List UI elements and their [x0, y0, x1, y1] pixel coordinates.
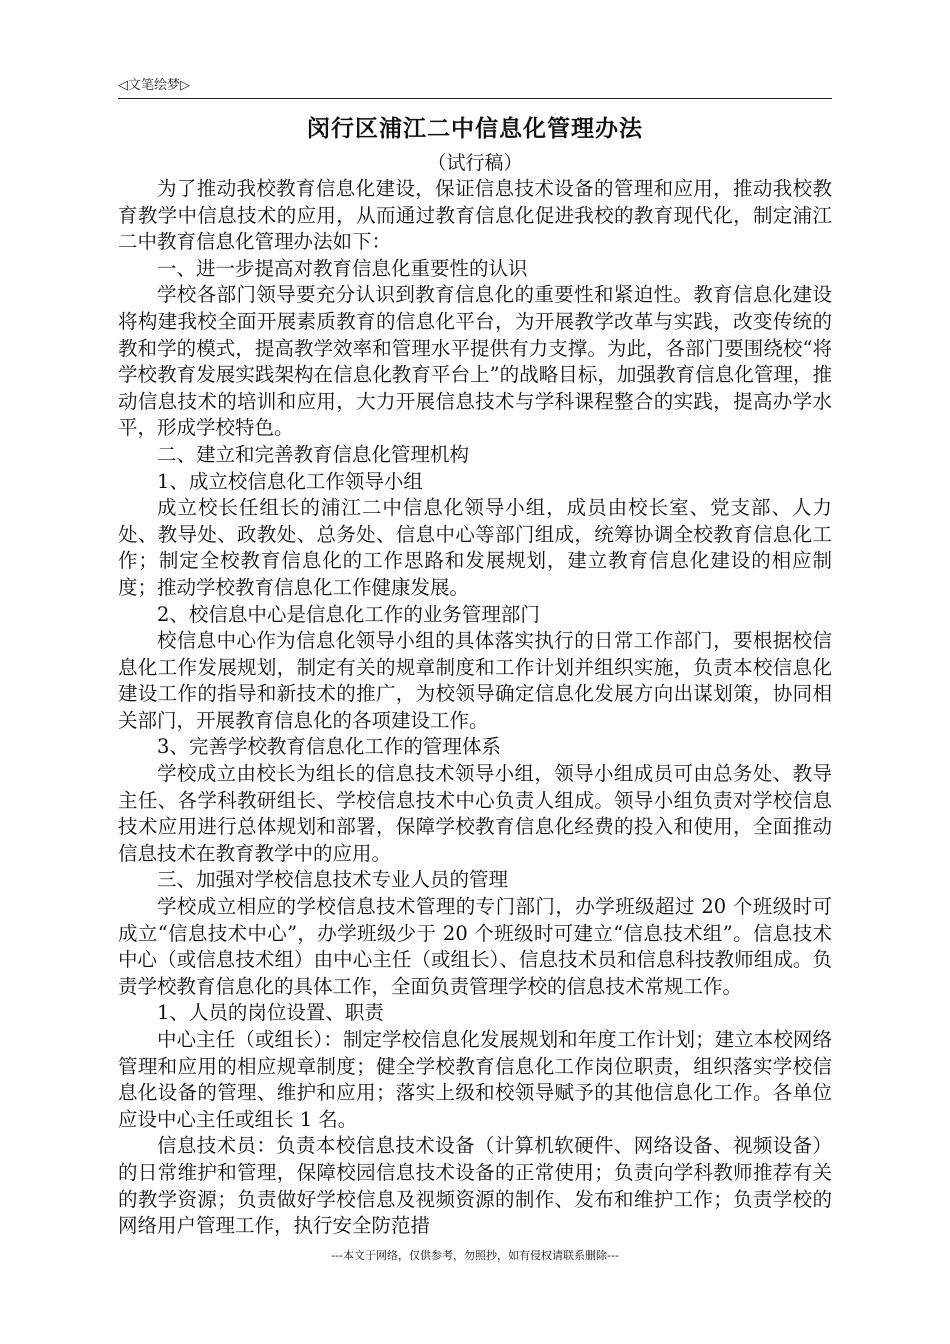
paragraph: 学校各部门领导要充分认识到教育信息化的重要性和紧迫性。教育信息化建设将构建我校全面开展素质教育的信息化平台，为开展教学改革与实践，改变传统的教和学的模式，提高教学效率和管理水平提供有力支撑。为此，各部门要围绕校“将学校教育发展实践架构在信息化教育平台上”的战略目标，加强教育信息化管理，推动信息技术的培训和应用，大力开展信息技术与学科课程整合的实践，提高办学水平，形成学校特色。	[118, 283, 832, 440]
subsection-heading: 2、校信息中心是信息化工作的业务管理部门	[157, 602, 540, 626]
document-body	[118, 176, 832, 1240]
header-label: ◁文笔绘梦▷	[118, 78, 190, 93]
section-heading-1: 一、进一步提高对教育信息化重要性的认识	[157, 256, 528, 280]
subsection-heading: 1、成立校信息化工作领导小组	[157, 469, 423, 493]
paragraph: 成立校长任组长的浦江二中信息化领导小组，成员由校长室、党支部、人力处、教导处、政教处、总务处、信息中心等部门组成，统筹协调全校教育信息化工作；制定全校教育信息化的工作思路和发展规划，建立教育信息化建设的相应制度；推动学校教育信息化工作健康发展。	[118, 496, 832, 599]
paragraph: 学校成立相应的学校信息技术管理的专门部门，办学班级超过 20 个班级时可成立“信息技术中心”，办学班级少于 20 个班级时可建立“信息技术组”。信息技术中心（或信息技术组）由中心主任（或组长）、信息技术员和信息科技教师组成。负责学校教育信息化的具体工作，全面负责管理学校的信息技术常规工作。	[118, 895, 832, 998]
paragraph: 校信息中心作为信息化领导小组的具体落实执行的日常工作部门，要根据校信息化工作发展规划，制定有关的规章制度和工作计划并组织实施，负责本校信息化建设工作的指导和新技术的推广，为校领导确定信息化发展方向出谋划策，协同相关部门，开展教育信息化的各项建设工作。	[118, 629, 832, 732]
document-subtitle: （试行稿）	[427, 152, 523, 174]
section-heading-3: 三、加强对学校信息技术专业人员的管理	[157, 868, 509, 892]
document-title: 闵行区浦江二中信息化管理办法	[307, 116, 643, 142]
paragraph: 学校成立由校长为组长的信息技术领导小组，领导小组成员可由总务处、教导主任、各学科教研组长、学校信息技术中心负责人组成。领导小组负责对学校信息技术应用进行总体规划和部署，保障学校教育信息化经费的投入和使用，全面推动信息技术在教育教学中的应用。	[118, 762, 832, 865]
page-header	[118, 72, 832, 99]
subsection-heading: 3、完善学校教育信息化工作的管理体系	[157, 735, 501, 759]
subsection-heading: 1、人员的岗位设置、职责	[157, 1001, 384, 1025]
paragraph: 中心主任（或组长）：制定学校信息化发展规划和年度工作计划；建立本校网络管理和应用的相应规章制度；健全学校教育信息化工作岗位职责，组织落实学校信息化设备的管理、维护和应用；落实上级和校领导赋予的其他信息化工作。各单位应设中心主任或组长 1 名。	[118, 1028, 832, 1131]
paragraph: 信息技术员：负责本校信息技术设备（计算机软硬件、网络设备、视频设备）的日常维护和管理，保障校园信息技术设备的正常使用；负责向学科教师推荐有关的教学资源；负责做好学校信息及视频资源的制作、发布和维护工作；负责学校的网络用户管理工作，执行安全防范措	[118, 1134, 832, 1238]
page-footer: ---本文于网络，仅供参考，勿照抄，如有侵权请联系删除---	[331, 1249, 619, 1262]
paragraph-intro: 为了推动我校教育信息化建设，保证信息技术设备的管理和应用，推动我校教育教学中信息技术的应用，从而通过教育信息化促进我校的教育现代化，制定浦江二中教育信息化管理办法如下：	[118, 177, 832, 254]
section-heading-2: 二、建立和完善教育信息化管理机构	[157, 442, 470, 466]
